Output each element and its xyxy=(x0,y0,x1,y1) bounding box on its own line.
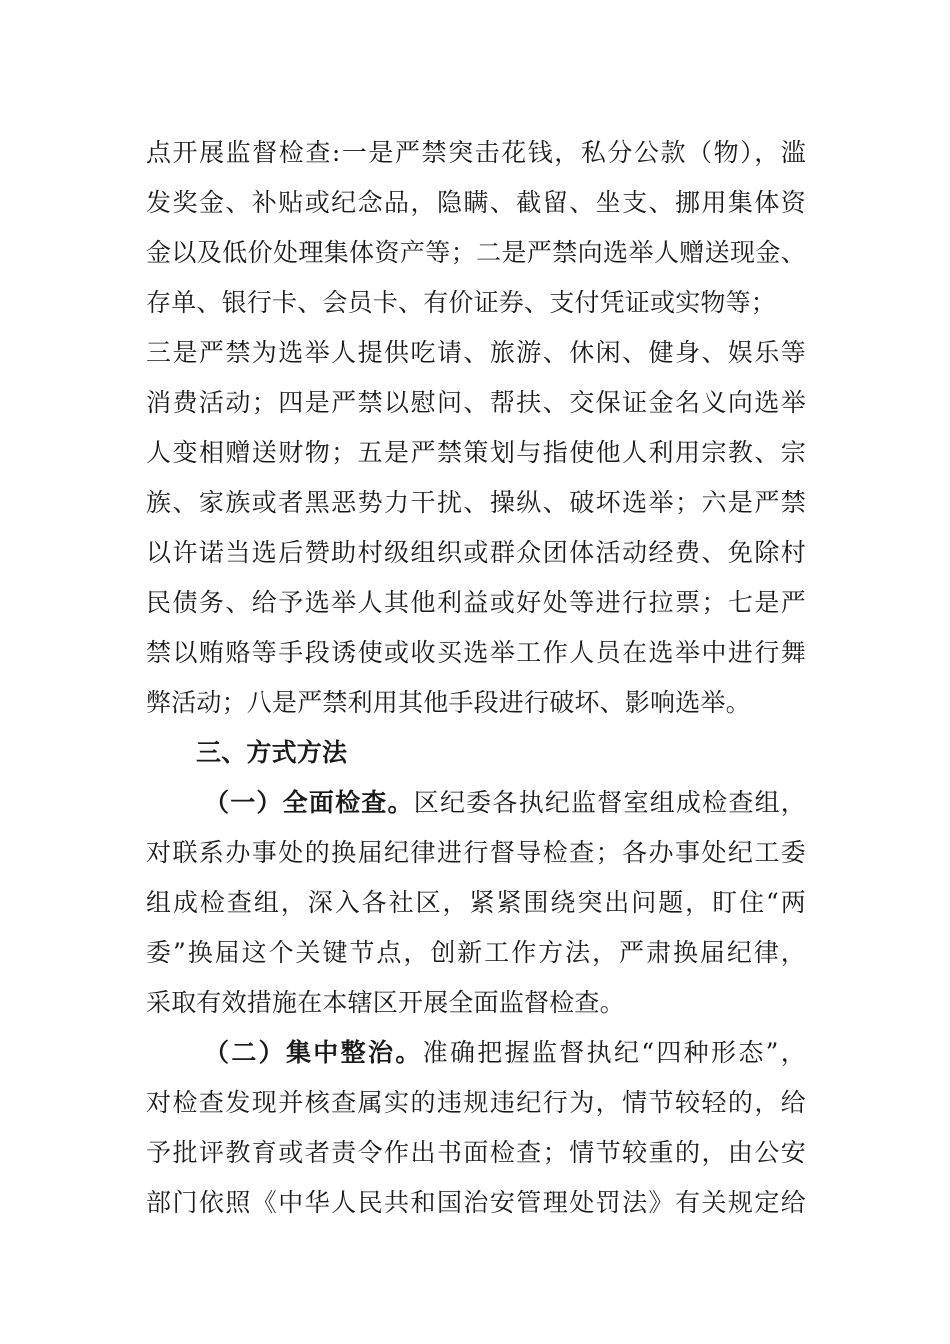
document-body xyxy=(146,128,806,1228)
paragraph-first-line xyxy=(146,1028,806,1078)
paragraph-lead: （一）全面检查。 xyxy=(204,788,414,817)
paragraph-text: 区纪委各执纪监督室组成检查组， xyxy=(413,788,806,817)
body-line: 消费活动；四是严禁以慰问、帮扶、交保证金名义向选举 xyxy=(146,388,806,417)
body-line: 人变相赠送财物；五是严禁策划与指使他人利用宗教、宗 xyxy=(146,438,806,467)
body-line: 族、家族或者黑恶势力干扰、操纵、破坏选举；六是严禁 xyxy=(146,488,806,517)
body-line: 金以及低价处理集体资产等；二是严禁向选举人赠送现金、 xyxy=(146,238,806,267)
body-line: 予批评教育或者责令作出书面检查；情节较重的，由公安 xyxy=(146,1138,806,1167)
paragraph-first-line xyxy=(146,778,806,828)
body-line: 三是严禁为选举人提供吃请、旅游、休闲、健身、娱乐等 xyxy=(146,338,806,367)
body-line: 对检查发现并核查属实的违规违纪行为，情节较轻的，给 xyxy=(146,1088,806,1117)
body-line: 委”换届这个关键节点，创新工作方法，严肃换届纪律， xyxy=(146,938,806,967)
body-line: 采取有效措施在本辖区开展全面监督检查。 xyxy=(146,988,625,1017)
section-heading: 三、方式方法 xyxy=(196,738,348,767)
body-line: 存单、银行卡、会员卡、有价证券、支付凭证或实物等； xyxy=(146,288,777,317)
paragraph-lead: （二）集中整治。 xyxy=(204,1038,423,1067)
body-line: 民债务、给予选举人其他利益或好处等进行拉票；七是严 xyxy=(146,588,806,617)
body-line: 发奖金、补贴或纪念品，隐瞒、截留、坐支、挪用集体资 xyxy=(146,188,806,217)
body-line: 点开展监督检查:一是严禁突击花钱，私分公款（物），滥 xyxy=(146,138,806,167)
body-line: 对联系办事处的换届纪律进行督导检查；各办事处纪工委 xyxy=(146,838,806,867)
body-line: 部门依照《中华人民共和国治安管理处罚法》有关规定给 xyxy=(146,1188,806,1217)
body-line: 组成检查组，深入各社区，紧紧围绕突出问题，盯住“两 xyxy=(146,888,806,917)
body-line: 以许诺当选后赞助村级组织或群众团体活动经费、免除村 xyxy=(146,538,806,567)
body-line: 禁以贿赂等手段诱使或收买选举工作人员在选举中进行舞 xyxy=(146,638,806,667)
body-line: 弊活动；八是严禁利用其他手段进行破坏、影响选举。 xyxy=(146,688,751,717)
paragraph-text: 准确把握监督执纪“四种形态”， xyxy=(422,1038,806,1067)
